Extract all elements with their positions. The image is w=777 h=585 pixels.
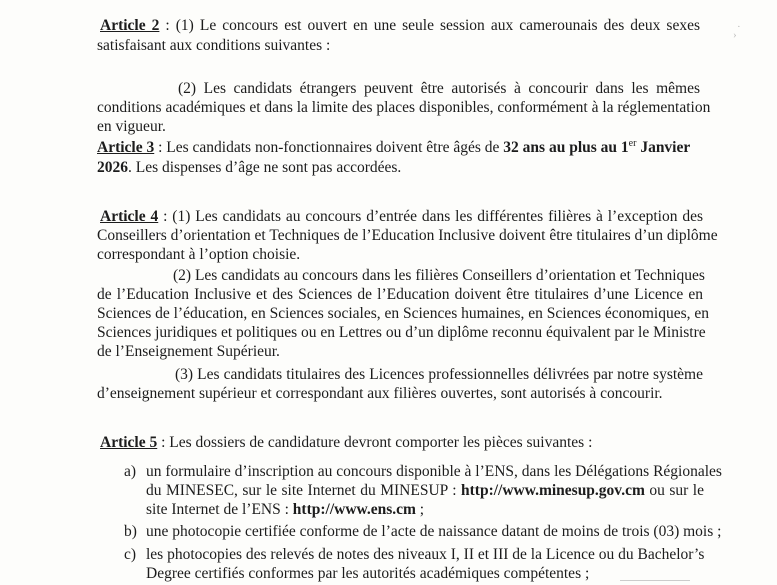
ens-url: http://www.ens.cm [292, 501, 416, 518]
scan-speck: · [737, 21, 741, 33]
article-2-para-2-line-2: conditions académiques et dans la limite des places disponibles, conformément à la réglementation [97, 99, 711, 116]
article-2-line-1: Article 2 : (1) Le concours est ouvert en une seule session aux camerounais des deux sexes [100, 17, 700, 34]
minesup-url: http://www.minesup.gov.cm [461, 482, 645, 499]
item-c-line-2: Degree certifiés conformes par les autorités académiques compétentes ; [146, 565, 590, 582]
article-4-para-2-line-5: de l’Enseignement Supérieur. [97, 343, 280, 360]
article-3-label: Article 3 [97, 139, 155, 156]
list-marker-c: c) [124, 546, 137, 563]
list-marker-a: a) [124, 463, 137, 480]
article-4-line-1: Article 4 : (1) Les candidats au concours d’entrée dans les différentes filières à l’exception des [100, 208, 703, 225]
article-4-para-3-line-2: d’enseignement supérieur et correspondant aux filières ouvertes, sont autorisés à concourir. [97, 385, 663, 402]
next-line-fragment [620, 580, 690, 585]
article-3-line-2: 2026. Les dispenses d’âge ne sont pas accordées. [97, 159, 402, 176]
article-4-line-2: Conseillers d’orientation et Techniques de l’Education Inclusive doivent être titulaires d’un diplôme [97, 227, 718, 244]
item-b-line-1: une photocopie certifiée conforme de l’acte de naissance datant de moins de trois (03) mois ; [146, 523, 722, 540]
article-3-line-1: Article 3 : Les candidats non-fonctionnaires doivent être âgés de 32 ans au plus au 1er Janvier [97, 137, 691, 156]
article-4-para-2-line-1: (2) Les candidats au concours dans les filières Conseillers d’orientation et Techniques [173, 267, 705, 284]
article-2-line-2: satisfaisant aux conditions suivantes : [97, 37, 331, 54]
item-a-line-2: du MINESEC, sur le site Internet du MINESUP : http://www.minesup.gov.cm ou sur le [146, 482, 704, 499]
article-2-label: Article 2 [100, 17, 160, 34]
article-4-para-2-line-4: Sciences juridiques et politiques ou en Lettres ou d’un diplôme reconnu équivalent par le Ministre [97, 324, 706, 341]
article-5-label: Article 5 [100, 434, 158, 451]
article-4-para-2-line-2: de l’Education Inclusive et des Sciences de l’Education doivent être titulaires d’une Licence en [97, 286, 703, 303]
article-4-para-3-line-1: (3) Les candidats titulaires des Licences professionnelles délivrées par notre système [175, 366, 703, 383]
article-4-para-2-line-3: Sciences de l’éducation, en Sciences sociales, en Sciences humaines, en Sciences économiques, en [97, 305, 710, 322]
article-4-line-3: correspondant à l’option choisie. [97, 246, 301, 263]
article-4-label: Article 4 [100, 208, 159, 225]
item-a-line-1: un formulaire d’inscription au concours disponible à l’ENS, dans les Délégations Régionales [146, 463, 722, 480]
scan-speck: › [733, 29, 737, 41]
item-a-line-3: site Internet de l’ENS : http://www.ens.cm ; [146, 501, 425, 518]
article-5-intro: Article 5 : Les dossiers de candidature devront comporter les pièces suivantes : [100, 434, 593, 451]
article-2-para-2-line-3: en vigueur. [97, 118, 166, 135]
list-marker-b: b) [124, 523, 137, 540]
item-c-line-1: les photocopies des relevés de notes des niveaux I, II et III de la Licence ou du Bachelor’s [146, 546, 705, 563]
article-2-para-2-line-1: (2) Les candidats étrangers peuvent être autorisés à concourir dans les mêmes [178, 80, 700, 97]
